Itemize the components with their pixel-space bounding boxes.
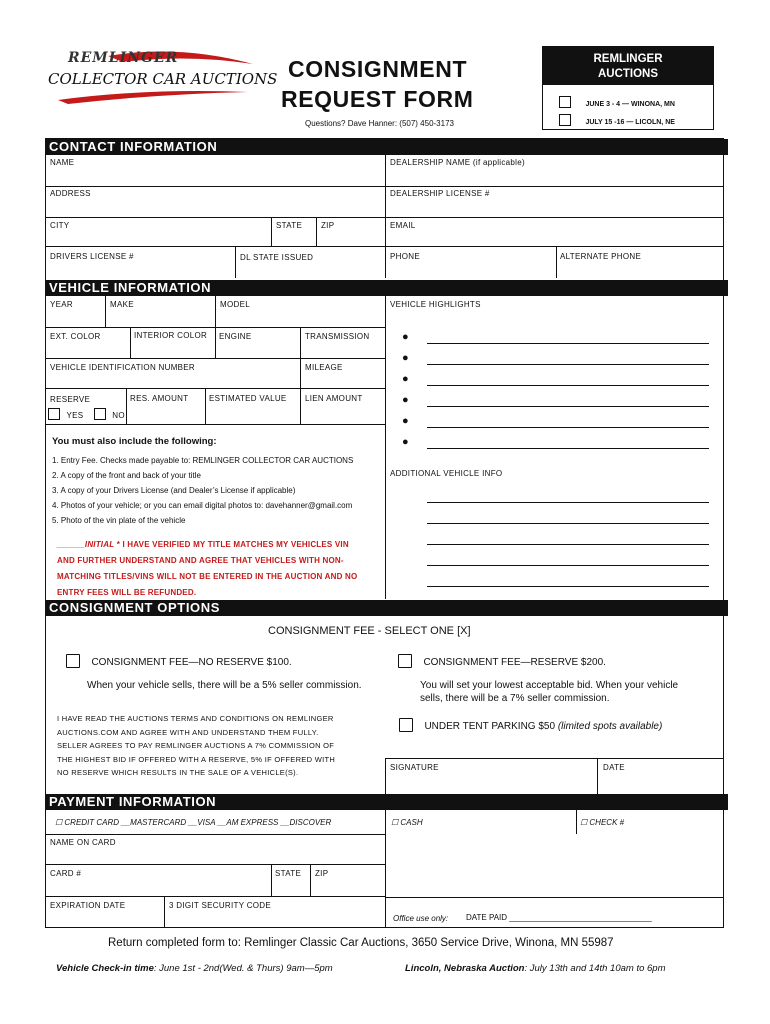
ext-color-field[interactable]: EXT. COLOR [50, 332, 101, 341]
name-on-card-field[interactable]: NAME ON CARD [50, 838, 116, 847]
checkbox[interactable] [559, 96, 571, 108]
tent-parking-option[interactable] [399, 716, 662, 734]
tent-label: UNDER TENT PARKING $50 [424, 721, 558, 732]
additional-line[interactable] [427, 586, 709, 587]
logo [48, 48, 278, 108]
vehicle-heading: VEHICLE INFORMATION [45, 280, 728, 296]
list-item: 1. Entry Fee. Checks made payable to: REMLINGER COLLECTOR CAR AUCTIONS [52, 456, 354, 465]
reserve-desc-line: sells, there will be a 7% seller commission. [420, 693, 610, 704]
bullet: ● [402, 373, 409, 385]
bullet: ● [402, 394, 409, 406]
terms-line: AUCTIONS.COM AND AGREE WITH AND UNDERSTAND THEM FULLY. [57, 727, 319, 737]
reserve-desc [420, 679, 678, 705]
checkbox[interactable] [559, 114, 571, 126]
email-field[interactable]: EMAIL [390, 221, 416, 230]
checkin-label: Vehicle Check-in time [56, 963, 154, 974]
date-field[interactable]: DATE [603, 763, 625, 772]
auctions-box [542, 46, 714, 130]
year-field[interactable]: YEAR [50, 300, 73, 309]
must-include-heading: You must also include the following: [52, 436, 217, 447]
checkbox[interactable] [66, 654, 80, 668]
dealership-license-field[interactable]: DEALERSHIP LICENSE # [390, 189, 490, 198]
bullet: ● [402, 415, 409, 427]
questions-contact: Questions? Dave Hanner: (507) 450-3173 [305, 119, 454, 128]
winona-label: JUNE 3 - 4 — WINONA, MN [585, 101, 675, 108]
checkbox[interactable] [398, 654, 412, 668]
checkin-info [56, 963, 333, 974]
yes-label: YES [66, 411, 84, 420]
check-option[interactable]: ☐ CHECK # [580, 818, 625, 827]
transmission-field[interactable]: TRANSMISSION [305, 332, 370, 341]
notice-line: MATCHING TITLES/VINS WILL NOT BE ENTERED IN THE AUCTION AND NO [57, 572, 358, 581]
fee-select-title: CONSIGNMENT FEE - SELECT ONE [X] [268, 625, 471, 637]
make-field[interactable]: MAKE [110, 300, 134, 309]
initial-blank[interactable]: ______INITIAL [57, 540, 115, 549]
bullet: ● [402, 352, 409, 364]
lien-amount-field[interactable]: LIEN AMOUNT [305, 394, 363, 403]
mileage-field[interactable]: MILEAGE [305, 363, 343, 372]
city-field[interactable]: CITY [50, 221, 70, 230]
date-paid-field[interactable]: DATE PAID ________________________________ [466, 913, 652, 922]
additional-line[interactable] [427, 565, 709, 566]
auctions-heading1: REMLINGER [593, 53, 663, 65]
winona-option[interactable] [559, 93, 675, 111]
expiration-field[interactable]: EXPIRATION DATE [50, 901, 126, 910]
dealership-name-field[interactable]: DEALERSHIP NAME (if applicable) [390, 158, 525, 167]
reserve-option[interactable] [398, 652, 606, 670]
estimated-value-field[interactable]: ESTIMATED VALUE [209, 394, 287, 403]
bullet: ● [402, 331, 409, 343]
drivers-license-field[interactable]: DRIVERS LICENSE # [50, 252, 134, 261]
terms-line: I HAVE READ THE AUCTIONS TERMS AND CONDITIONS ON REMLINGER [57, 714, 334, 723]
payment-heading: PAYMENT INFORMATION [45, 794, 728, 810]
vin-verification-notice [57, 538, 357, 600]
zip-field[interactable]: ZIP [321, 221, 335, 230]
requirements-list [52, 453, 353, 528]
highlight-line[interactable] [427, 343, 709, 344]
additional-line[interactable] [427, 544, 709, 545]
logo-line2: COLLECTOR CAR AUCTIONS [48, 70, 278, 88]
no-reserve-desc: When your vehicle sells, there will be a 5% seller commission. [87, 680, 362, 691]
checkbox[interactable] [48, 408, 60, 420]
additional-line[interactable] [427, 502, 709, 503]
dl-state-field[interactable]: DL STATE ISSUED [240, 253, 314, 262]
card-type-options[interactable]: ☐ CREDIT CARD __MASTERCARD __VISA __AM EXPRESS __DISCOVER [55, 818, 332, 827]
engine-field[interactable]: ENGINE [219, 332, 252, 341]
reserve-desc-line: You will set your lowest acceptable bid. When your vehicle [420, 680, 679, 691]
security-code-field[interactable]: 3 DIGIT SECURITY CODE [169, 901, 272, 910]
signature-field[interactable]: SIGNATURE [390, 763, 439, 772]
vin-field[interactable]: VEHICLE IDENTIFICATION NUMBER [50, 363, 196, 372]
notice-line: ENTRY FEES WILL BE REFUNDED. [57, 588, 197, 597]
terms-line: NO RESERVE WHICH RESULTS IN THE SALE OF A VEHICLE(S). [57, 768, 299, 777]
terms-text [57, 712, 335, 780]
checkbox[interactable] [399, 718, 413, 732]
lincoln-value: : July 13th and 14th 10am to 6pm [524, 963, 666, 974]
lincoln-label: JULY 15 -16 — LICOLN, NE [585, 119, 675, 126]
list-item: 5. Photo of the vin plate of the vehicle [52, 516, 186, 525]
highlight-line[interactable] [427, 448, 709, 449]
list-item: 2. A copy of the front and back of your title [52, 471, 201, 480]
highlight-line[interactable] [427, 406, 709, 407]
card-state-field[interactable]: STATE [275, 869, 302, 878]
name-field[interactable]: NAME [50, 158, 75, 167]
return-address: Return completed form to: Remlinger Classic Car Auctions, 3650 Service Drive, Winona, MN 55987 [108, 937, 614, 949]
reserve-label: CONSIGNMENT FEE—RESERVE $200. [423, 657, 606, 668]
checkbox[interactable] [94, 408, 106, 420]
form-title-line2: REQUEST FORM [281, 86, 474, 112]
form-title-line1: CONSIGNMENT [288, 56, 468, 82]
office-use-label: Office use only: [393, 914, 449, 923]
additional-info-label: ADDITIONAL VEHICLE INFO [390, 469, 503, 478]
cash-option[interactable]: ☐ CASH [391, 818, 423, 827]
checkin-value: : June 1st - 2nd(Wed. & Thurs) 9am—5pm [153, 963, 333, 974]
lincoln-option[interactable] [559, 111, 675, 129]
no-label: NO [112, 411, 125, 420]
notice-line: AND FURTHER UNDERSTAND AND AGREE THAT VEHICLES WITH NON- [57, 556, 344, 565]
phone-field[interactable]: PHONE [390, 252, 420, 261]
bullet: ● [402, 436, 409, 448]
contact-heading: CONTACT INFORMATION [45, 139, 728, 155]
reserve-label: RESERVE [50, 395, 91, 404]
options-heading: CONSIGNMENT OPTIONS [45, 600, 728, 616]
lincoln-label: Lincoln, Nebraska Auction [405, 963, 525, 974]
lincoln-info [405, 963, 666, 974]
card-zip-field[interactable]: ZIP [315, 869, 329, 878]
tent-note: (limited spots available) [557, 721, 663, 732]
highlight-line[interactable] [427, 364, 709, 365]
notice-line: * I HAVE VERIFIED MY TITLE MATCHES MY VEHICLES VIN [114, 540, 349, 549]
vehicle-highlights-label: VEHICLE HIGHLIGHTS [390, 300, 481, 309]
list-item: 4. Photos of your vehicle; or you can email digital photos to: davehanner@gmail.com [52, 501, 353, 510]
model-field[interactable]: MODEL [220, 300, 250, 309]
address-field[interactable]: ADDRESS [50, 189, 91, 198]
state-field[interactable]: STATE [276, 221, 303, 230]
card-number-field[interactable]: CARD # [50, 869, 82, 878]
terms-line: SELLER AGREES TO PAY REMLINGER AUCTIONS A 7% COMMISSION OF [57, 741, 335, 750]
no-reserve-option[interactable] [66, 652, 292, 670]
alt-phone-field[interactable]: ALTERNATE PHONE [560, 252, 642, 261]
highlight-line[interactable] [427, 385, 709, 386]
no-reserve-label: CONSIGNMENT FEE—NO RESERVE $100. [91, 657, 292, 668]
logo-line1: REMLINGER [68, 50, 179, 66]
terms-line: THE HIGHEST BID IF OFFERED WITH A RESERVE, 5% IF OFFERED WITH [57, 754, 336, 764]
highlight-line[interactable] [427, 427, 709, 428]
res-amount-field[interactable]: RES. AMOUNT [130, 394, 189, 403]
list-item: 3. A copy of your Drivers License (and Dealer’s License if applicable) [52, 486, 296, 495]
additional-line[interactable] [427, 523, 709, 524]
interior-color-field[interactable]: INTERIOR COLOR [134, 331, 208, 340]
reserve-yes[interactable] [48, 405, 125, 423]
auctions-heading2: AUCTIONS [597, 68, 659, 80]
